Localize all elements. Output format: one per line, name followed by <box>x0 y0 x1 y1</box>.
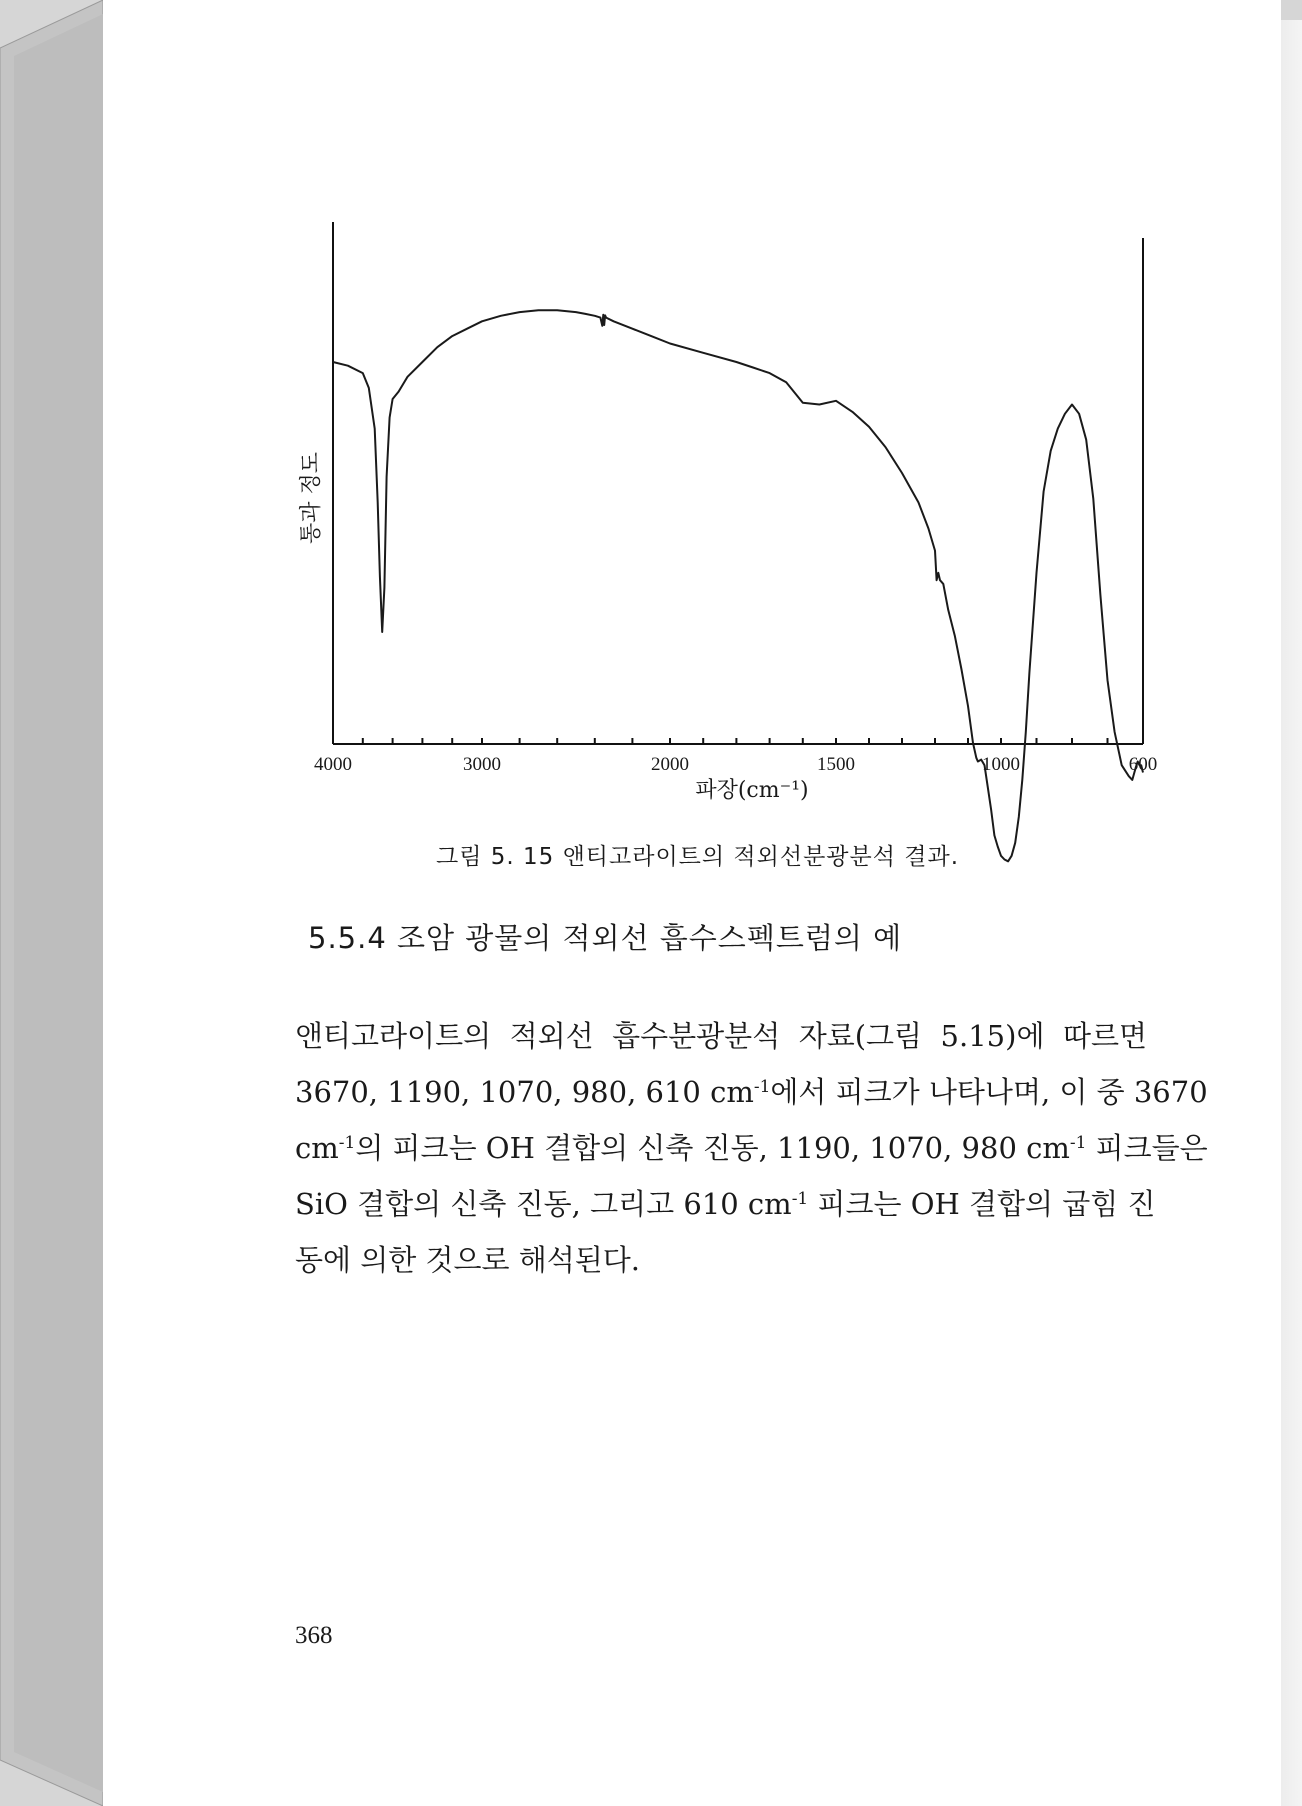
x-tick-label: 1500 <box>817 754 855 775</box>
superscript: -1 <box>753 1077 771 1097</box>
page-number: 368 <box>295 1622 333 1649</box>
body-text-2a: 3670, 1190, 1070, 980, 610 cm <box>295 1075 754 1109</box>
body-line-4 <box>295 1176 1156 1232</box>
superscript: -1 <box>791 1189 809 1209</box>
body-text-3a: cm <box>295 1131 339 1165</box>
body-text-5: 동에 의한 것으로 해석된다. <box>295 1243 641 1277</box>
body-text-4b: 피크는 OH 결합의 굽힘 진 <box>808 1187 1156 1221</box>
body-text-3b: 의 피크는 OH 결합의 신축 진동, 1190, 1070, 980 cm <box>355 1131 1070 1165</box>
body-text-1: 앤티고라이트의 적외선 흡수분광분석 자료(그림 5.15)에 따르면 <box>295 1019 1147 1053</box>
body-line-2 <box>295 1064 1208 1120</box>
x-tick-label: 3000 <box>463 754 501 775</box>
body-line-1 <box>295 1008 1147 1064</box>
x-tick-label: 4000 <box>314 754 352 775</box>
x-tick-label: 2000 <box>651 754 689 775</box>
x-tick-label: 1000 <box>982 754 1020 775</box>
superscript: -1 <box>338 1133 356 1153</box>
section-heading: 5.5.4 조암 광물의 적외선 흡수스펙트럼의 예 <box>308 921 903 955</box>
superscript: -1 <box>1069 1133 1087 1153</box>
body-line-5 <box>295 1232 1147 1288</box>
x-axis-label: 파장(cm⁻¹) <box>695 778 809 803</box>
body-line-3 <box>295 1120 1208 1176</box>
x-tick-labels <box>314 754 1157 775</box>
body-text-2b: 에서 피크가 나타나며, 이 중 3670 <box>770 1075 1208 1109</box>
y-axis-label: 통과 정도 <box>299 451 324 545</box>
body-text-4a: SiO 결합의 신축 진동, 그리고 610 cm <box>295 1187 792 1221</box>
figure-caption: 그림 5. 15 앤티고라이트의 적외선분광분석 결과. <box>436 844 960 870</box>
body-paragraph <box>295 1008 1208 1288</box>
chart-axes <box>333 222 1143 744</box>
body-text-3c: 피크들은 <box>1086 1131 1208 1165</box>
x-tick-label: 600 <box>1128 754 1158 775</box>
